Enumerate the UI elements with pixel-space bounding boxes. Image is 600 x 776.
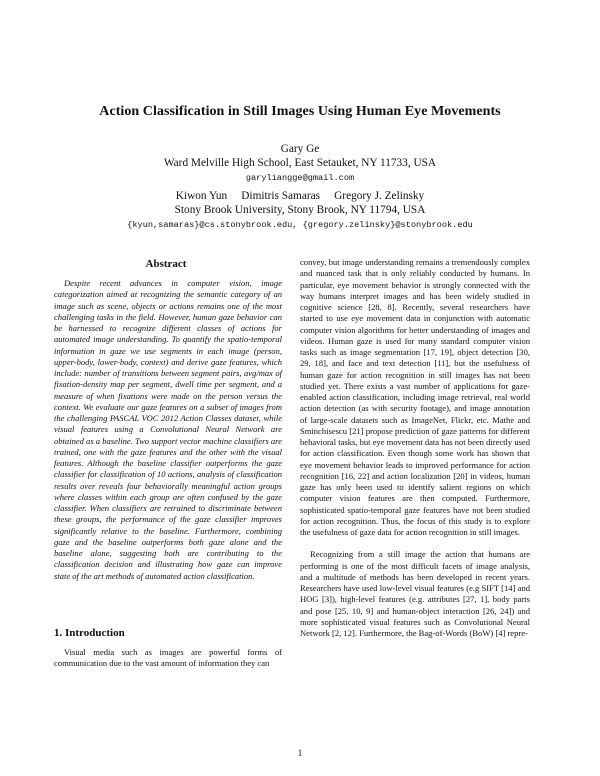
introduction-heading: 1. Introduction	[54, 627, 125, 639]
introduction-paragraph-1: convey, but image understanding remains a tremendously complex and nuanced task that is only reliably conducted by humans. In particular, eye movement behavior is strongly connected with the way humans interpret images and has been widely studied in cognitive science [28, 8]. Recently, several researchers have started to use eye movement data in conjunction with automatic computer vision algorithms for better understanding of images and videos. Human gaze is used for many standard computer vision tasks such as image segmentation [17, 19], object detection [30, 29, 18], and face and text detection [11], but the usefulness of human gaze for action recognition in still images has not been studied yet. There exists a vast number of applications for gaze-enabled action classification, including image retrieval, real world action detection (as with security footage), and image annotation of large-scale datasets such as ImageNet, Flickr, etc. Mathe and Sminchisescu [21] propose prediction of gaze patterns for different behavioral tasks, but eye movement data has not been directly used for action classification. Even though some work has shown that eye movement behavior leads to improved performance for action recognition [16, 22] and action localization [20] in videos, human gaze has only been used to identify salient regions on which computer vision features are then computed. Furthermore, sophisticated spatio-temporal gaze features have not been studied for action recognition. Thus, the focus of this study is to explore the usefulness of gaze data for action recognition in still images.	[300, 257, 530, 537]
coauthor-affiliation: Stony Brook University, Stony Brook, NY 11794, USA	[174, 204, 426, 216]
introduction-left-text: Visual media such as images are powerful forms of communication due to the vast amount of information they can	[54, 647, 282, 669]
coauthor-names: Kiwon Yun Dimitris Samaras Gregory J. Zelinsky	[175, 190, 425, 202]
author-name: Gary Ge	[280, 143, 320, 155]
coauthor-emails: {kyun,samaras}@cs.stonybrook.edu, {gregory.zelinsky}@stonybrook.edu	[127, 220, 473, 230]
right-column	[300, 257, 530, 639]
author-affiliation: Ward Melville High School, East Setauket, NY 11733, USA	[163, 157, 437, 169]
abstract-heading: Abstract	[145, 258, 187, 270]
abstract-body: Despite recent advances in computer vision, image categorization aimed at recognizing the semantic category of an image such as scene, objects or actions remains one of the most challenging tasks in the field. However, human gaze behavior can be harnessed to recognize different classes of actions for automated image understanding. To quantify the spatio-temporal information in gaze we use segments in each image (person, upper-body, lower-body, context) and derive gaze features, which include: number of transitions between segment pairs, avg/max of fixation-density map per segment, dwell time per segment, and a measure of when fixations were made on the person versus the context. We evaluate our gaze features on a subset of images from the challenging PASCAL VOC 2012 Action Classes dataset, while visual features using a Convolutional Neural Network are obtained as a baseline. Two support vector machine classifiers are trained, one with the gaze features and the other with the visual features. Although the baseline classifier outperforms the gaze classifier for classification of 10 actions, analysis of classification results over reveals four behaviorally meaningful action groups where classes within each group are often confused by the gaze classifier. When classifiers are retrained to discriminate between these groups, the performance of the gaze classifier improves significantly relative to the baseline. Furthermore, combining gaze and the baseline outperforms both gaze alone and the baseline alone, suggesting both are contributing to the classification decision and illustrating how gaze can improve state of the art methods of automated action classification.	[54, 278, 282, 581]
page-number: 1	[297, 748, 303, 758]
introduction-paragraph-2: Recognizing from a still image the action that humans are performing is one of the most difficult facets of image analysis, and a multitude of methods has been developed in recent years. Researchers have used low-level visual features (e.g SIFT [14] and HOG [3]), high-level features (e.g. attributes [27, 1], body parts and pose [25, 10, 9] and human-object interaction [26, 24]) and more sophisticated visual features such as Convolutional Neural Network [2, 12]. Furthermore, the Bag-of-Words (BoW) [4] repre-	[300, 549, 530, 638]
author-email: garyliangge@gmail.com	[245, 173, 355, 183]
paper-title: Action Classification in Still Images Using Human Eye Movements	[99, 104, 501, 119]
